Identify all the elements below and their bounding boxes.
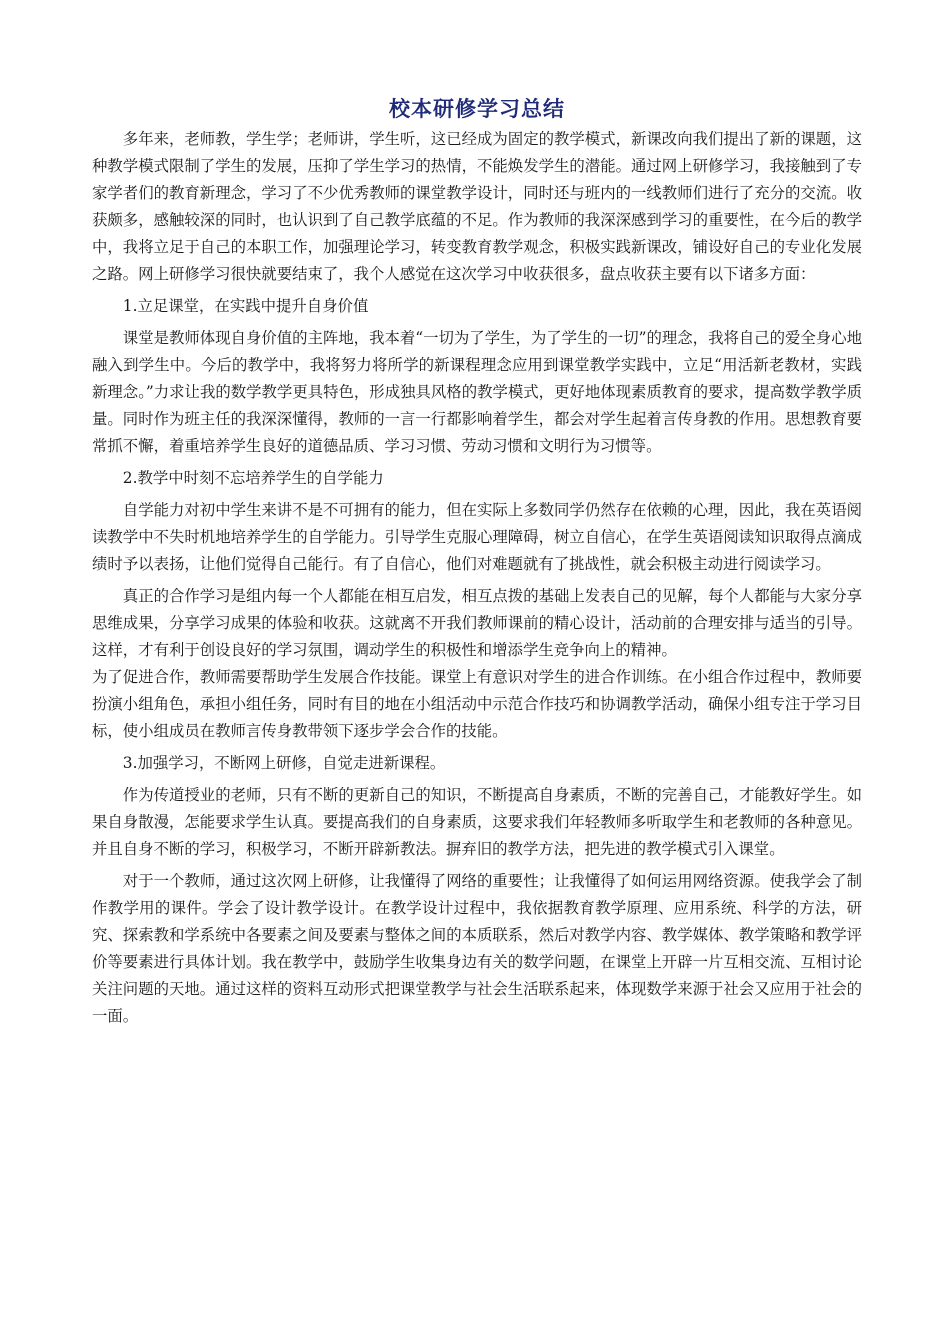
section-1-paragraph: 课堂是教师体现自身价值的主阵地，我本着“一切为了学生，为了学生的一切”的理念，我将自己的爱全身心地融入到学生中。今后的教学中，我将努力将所学的新课程理念应用到课堂教学实践中，立足“用活新老教材，实践新理念。”力求让我的数学教学更具特色，形成独具风格的教学模式，更好地体现素质教育的要求，提高数学教学质量。同时作为班主任的我深深懂得，教师的一言一行都影响着学生，都会对学生起着言传身教的作用。思想教育要常抓不懈，着重培养学生良好的道德品质、学习习惯、劳动习惯和文明行为习惯等。 [92,329,862,455]
section-heading-3: 3.加强学习，不断网上研修，自觉走进新课程。 [122,754,446,772]
section-3-paragraph-2: 对于一个教师，通过这次网上研修，让我懂得了网络的重要性；让我懂得了如何运用网络资源。使我学会了制作教学用的课件。学会了设计教学设计。在教学设计过程中，我依据教育教学原理、应用系统、科学的方法，研究、探索教和学系统中各要素之间及要素与整体之间的本质联系，然后对教学内容、教学媒体、教学策略和教学评价等要素进行具体计划。我在教学中，鼓励学生收集身边有关的数学问题，在课堂上开辟一片互相交流、互相讨论关注问题的天地。通过这样的资料互动形式把课堂教学与社会生活联系起来，体现数学来源于社会又应用于社会的一面。 [92,872,862,1025]
section-heading-2: 2.教学中时刻不忘培养学生的自学能力 [122,469,384,487]
section-2-paragraph-1: 自学能力对初中学生来讲不是不可拥有的能力，但在实际上多数同学仍然存在依赖的心理，因此，我在英语阅读教学中不失时机地培养学生的自学能力。引导学生克服心理障碍，树立自信心，在学生英语阅读知识取得点滴成绩时予以表扬，让他们觉得自己能行。有了自信心，他们对难题就有了挑战性，就会积极主动进行阅读学习。 [92,501,862,573]
document-page [92,92,862,1030]
document-body [92,126,862,1030]
section-2-paragraph-3: 为了促进合作，教师需要帮助学生发展合作技能。课堂上有意识对学生的进合作训练。在小组合作过程中，教师要扮演小组角色，承担小组任务，同时有目的地在小组活动中示范合作技巧和协调教学活动，确保小组专注于学习目标，使小组成员在教师言传身教带领下逐步学会合作的技能。 [92,668,862,740]
section-3-paragraph-1: 作为传道授业的老师，只有不断的更新自己的知识，不断提高自身素质，不断的完善自己，才能教好学生。如果自身散漫，怎能要求学生认真。要提高我们的自身素质，这要求我们年轻教师多听取学生和老教师的各种意见。并且自身不断的学习，积极学习，不断开辟新教法。摒弃旧的教学方法，把先进的教学模式引入课堂。 [92,786,862,858]
intro-paragraph: 多年来，老师教，学生学；老师讲，学生听，这已经成为固定的教学模式，新课改向我们提出了新的课题，这种教学模式限制了学生的发展，压抑了学生学习的热情，不能焕发学生的潜能。通过网上研修学习，我接触到了专家学者们的教育新理念，学习了不少优秀教师的课堂教学设计，同时还与班内的一线教师们进行了充分的交流。收获颇多，感触较深的同时，也认识到了自己教学底蕴的不足。作为教师的我深深感到学习的重要性，在今后的教学中，我将立足于自己的本职工作，加强理论学习，转变教育教学观念，积极实践新课改，铺设好自己的专业化发展之路。网上研修学习很快就要结束了，我个人感觉在这次学习中收获很多，盘点收获主要有以下诸多方面： [92,130,862,283]
section-2-paragraph-2: 真正的合作学习是组内每一个人都能在相互启发，相互点拨的基础上发表自己的见解，每个人都能与大家分享思维成果，分享学习成果的体验和收获。这就离不开我们教师课前的精心设计，活动前的合理安排与适当的引导。这样，才有利于创设良好的学习氛围，调动学生的积极性和增添学生竞争向上的精神。 [92,587,862,659]
section-heading-1: 1.立足课堂，在实践中提升自身价值 [122,297,369,315]
document-title: 校本研修学习总结 [389,97,565,121]
